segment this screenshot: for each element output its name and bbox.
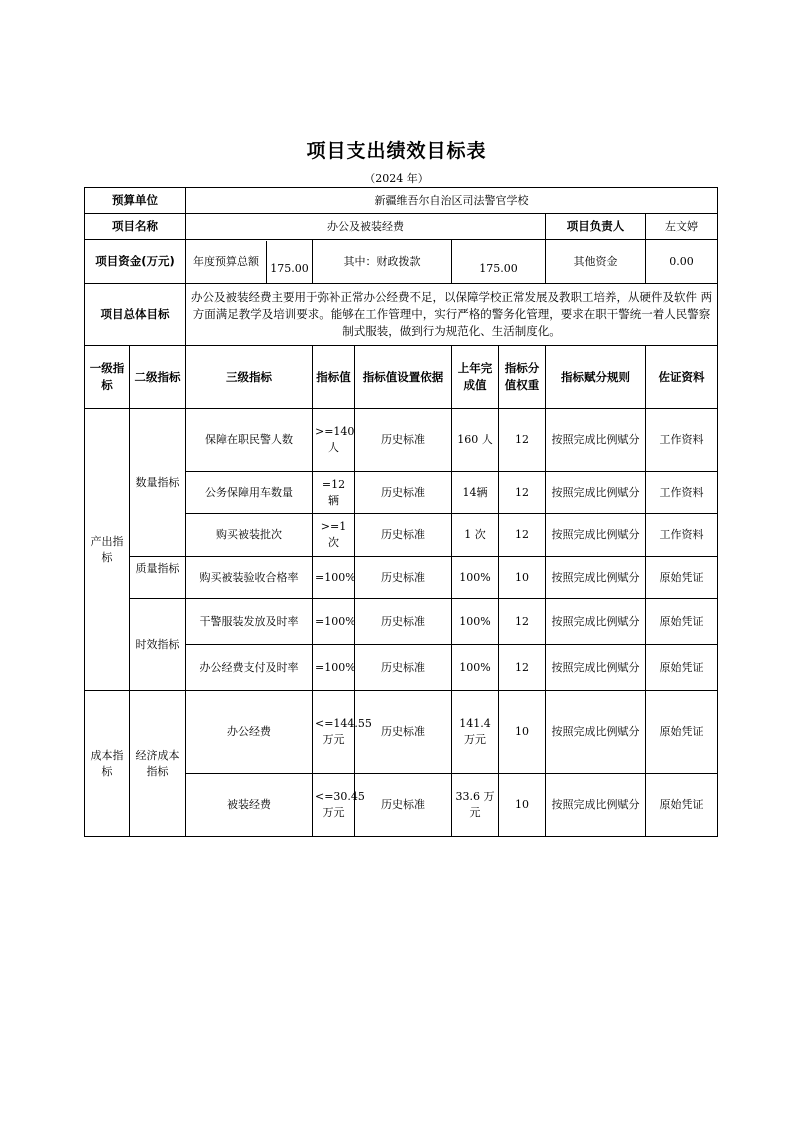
row-weight: 10 bbox=[499, 774, 546, 837]
row-value: >=1 次 bbox=[313, 514, 355, 557]
header-last-year: 上年完成值 bbox=[452, 346, 499, 409]
row-weight: 12 bbox=[499, 514, 546, 557]
row-value: =100% bbox=[313, 599, 355, 645]
row-last: 33.6 万元 bbox=[452, 774, 499, 837]
header-level2: 二级指标 bbox=[130, 346, 186, 409]
row-name: 公务保障用车数量 bbox=[186, 472, 313, 514]
goal-label: 项目总体目标 bbox=[85, 284, 186, 346]
group-timeliness: 时效指标 bbox=[130, 599, 186, 691]
row-value: >=140 人 bbox=[313, 409, 355, 472]
annual-budget-value: 175.00 bbox=[270, 261, 309, 275]
row-evidence: 原始凭证 bbox=[646, 645, 718, 691]
row-last: 100% bbox=[452, 557, 499, 599]
row-basis: 历史标准 bbox=[355, 774, 452, 837]
row-evidence: 工作资料 bbox=[646, 472, 718, 514]
row-value: =100% bbox=[313, 645, 355, 691]
header-weight: 指标分值权重 bbox=[499, 346, 546, 409]
funds-row bbox=[85, 240, 718, 284]
row-name: 购买被装批次 bbox=[186, 514, 313, 557]
group-output: 产出指标 bbox=[85, 409, 130, 691]
row-name: 办公经费支付及时率 bbox=[186, 645, 313, 691]
performance-table bbox=[84, 187, 718, 837]
row-weight: 12 bbox=[499, 645, 546, 691]
header-rule: 指标赋分规则 bbox=[546, 346, 646, 409]
row-evidence: 原始凭证 bbox=[646, 599, 718, 645]
year-subtitle: （2024 年） bbox=[364, 172, 429, 185]
annual-budget-label: 年度预算总额 bbox=[186, 241, 267, 283]
header-value: 指标值 bbox=[313, 346, 355, 409]
row-weight: 10 bbox=[499, 557, 546, 599]
row-rule: 按照完成比例赋分 bbox=[546, 774, 646, 837]
row-evidence: 原始凭证 bbox=[646, 691, 718, 774]
other-funds-value: 0.00 bbox=[646, 240, 718, 284]
page-title: 项目支出绩效目标表 bbox=[306, 140, 487, 162]
row-last: 100% bbox=[452, 645, 499, 691]
row-weight: 12 bbox=[499, 599, 546, 645]
table-row bbox=[85, 557, 718, 599]
goal-text: 办公及被装经费主要用于弥补正常办公经费不足，以保障学校正常发展及教职工培养，从硬件及软件 两方面满足教学及培训要求。能够在工作管理中，实行严格的警务化管理，要求在职干警统一着人民警察制式服装，做到行为规范化、生活制度化。 bbox=[186, 284, 718, 346]
fiscal-label: 其中：财政拨款 bbox=[313, 240, 452, 284]
row-last: 100% bbox=[452, 599, 499, 645]
budget-unit-value: 新疆维吾尔自治区司法警官学校 bbox=[186, 188, 718, 214]
owner-label: 项目负责人 bbox=[546, 214, 646, 240]
row-last: 141.4 万元 bbox=[452, 691, 499, 774]
row-last: 14辆 bbox=[452, 472, 499, 514]
table-row bbox=[85, 691, 718, 774]
row-rule: 按照完成比例赋分 bbox=[546, 557, 646, 599]
row-name: 购买被装验收合格率 bbox=[186, 557, 313, 599]
row-basis: 历史标准 bbox=[355, 514, 452, 557]
row-rule: 按照完成比例赋分 bbox=[546, 472, 646, 514]
funds-label: 项目资金(万元) bbox=[85, 240, 186, 284]
header-level3: 三级指标 bbox=[186, 346, 313, 409]
row-rule: 按照完成比例赋分 bbox=[546, 645, 646, 691]
row-basis: 历史标准 bbox=[355, 409, 452, 472]
table-row bbox=[85, 599, 718, 645]
project-name-label: 项目名称 bbox=[85, 214, 186, 240]
row-name: 保障在职民警人数 bbox=[186, 409, 313, 472]
row-rule: 按照完成比例赋分 bbox=[546, 599, 646, 645]
group-cost: 成本指标 bbox=[85, 691, 130, 837]
row-weight: 12 bbox=[499, 472, 546, 514]
goal-row bbox=[85, 284, 718, 346]
row-value: =100% bbox=[313, 557, 355, 599]
row-rule: 按照完成比例赋分 bbox=[546, 514, 646, 557]
other-funds-label: 其他资金 bbox=[546, 240, 646, 284]
row-name: 被装经费 bbox=[186, 774, 313, 837]
row-value: =12 辆 bbox=[313, 472, 355, 514]
header-evidence: 佐证资料 bbox=[646, 346, 718, 409]
owner-value: 左文婷 bbox=[646, 214, 718, 240]
row-weight: 10 bbox=[499, 691, 546, 774]
row-rule: 按照完成比例赋分 bbox=[546, 691, 646, 774]
row-name: 办公经费 bbox=[186, 691, 313, 774]
row-last: 160 人 bbox=[452, 409, 499, 472]
row-basis: 历史标准 bbox=[355, 557, 452, 599]
budget-unit-row bbox=[85, 188, 718, 214]
row-evidence: 工作资料 bbox=[646, 409, 718, 472]
budget-unit-label: 预算单位 bbox=[85, 188, 186, 214]
row-value: <=30.45 万元 bbox=[313, 774, 355, 837]
row-rule: 按照完成比例赋分 bbox=[546, 409, 646, 472]
row-name: 干警服装发放及时率 bbox=[186, 599, 313, 645]
project-name-value: 办公及被装经费 bbox=[186, 214, 546, 240]
project-name-row bbox=[85, 214, 718, 240]
row-last: 1 次 bbox=[452, 514, 499, 557]
header-basis: 指标值设置依据 bbox=[355, 346, 452, 409]
row-basis: 历史标准 bbox=[355, 691, 452, 774]
row-evidence: 工作资料 bbox=[646, 514, 718, 557]
table-row bbox=[85, 409, 718, 472]
row-weight: 12 bbox=[499, 409, 546, 472]
group-quality: 质量指标 bbox=[130, 557, 186, 599]
fiscal-value: 175.00 bbox=[452, 240, 546, 284]
row-basis: 历史标准 bbox=[355, 599, 452, 645]
header-level1: 一级指标 bbox=[85, 346, 130, 409]
header-row bbox=[85, 346, 718, 409]
row-basis: 历史标准 bbox=[355, 645, 452, 691]
row-basis: 历史标准 bbox=[355, 472, 452, 514]
row-value: <=144.55 万元 bbox=[313, 691, 355, 774]
row-evidence: 原始凭证 bbox=[646, 774, 718, 837]
group-economic: 经济成本指标 bbox=[130, 691, 186, 837]
row-evidence: 原始凭证 bbox=[646, 557, 718, 599]
group-quantity: 数量指标 bbox=[130, 409, 186, 557]
annual-budget-cell bbox=[186, 241, 312, 283]
